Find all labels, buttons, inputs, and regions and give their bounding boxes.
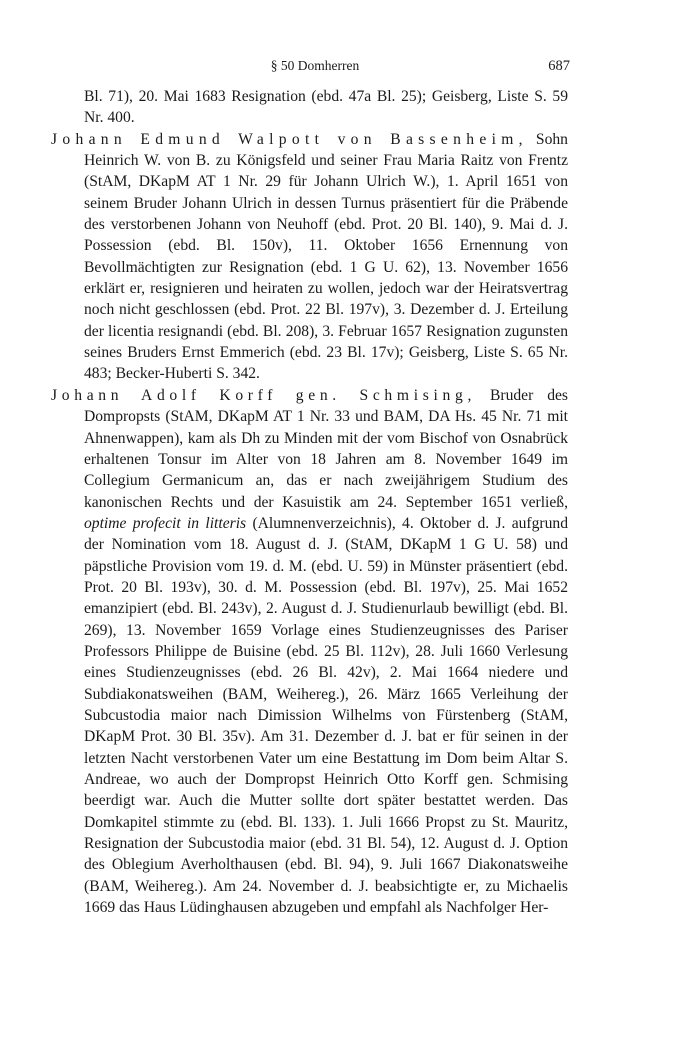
latin-phrase: optime profecit in litteris [84, 514, 247, 532]
section-title: § 50 Domherren [270, 58, 360, 73]
running-head [60, 58, 570, 78]
entry-text: Bruder des Dompropsts (StAM, DKapM AT 1 Nr. 33 und BAM, DA Hs. 45 Nr. 71 mit Ahnenwappen), kam als Dh zu Minden mit der vom Bischof von Osnabrück erhaltenen Tonsur im Alter von 18 Jahren am 8. November 1649 im Collegium Germanicum an, das er nach zweijährigem Studium des kanonischen Rechts und der Kasuistik am 24. September 1651 verließ, [84, 386, 568, 511]
entry-text: Bl. 71), 20. Mai 1683 Resignation (ebd. 47a Bl. 25); Geisberg, Liste S. 59 Nr. 400. [84, 88, 568, 127]
body-text [51, 86, 569, 918]
person-name: Johann Edmund Walpott von Bassenheim, [51, 130, 528, 148]
person-name: Johann Adolf Korff gen. Schmising, [51, 386, 477, 404]
page-number: 687 [548, 58, 570, 74]
entry-continuation [66, 86, 568, 129]
entry-text: Sohn Heinrich W. von B. zu Königsfeld und seiner Frau Maria Raitz von Frentz (StAM, DKapM AT 1 Nr. 29 für Johann Ulrich W.), 1. April 1651 von seinem Bruder Johann Ulrich in dessen Turnus präsentiert für die Präbende des verstorbenen Johann von Neuhoff (ebd. Prot. 20 Bl. 140), 9. Mai d. J. Possession (ebd. Bl. 150v), 11. Oktober 1656 Ernennung von Bevollmächtigten zur Resignation (ebd. 1 G U. 62), 13. November 1656 erklärt er, resignieren und heiraten zu wollen, jedoch war der Heiratsvertrag noch nicht geschlossen (ebd. Prot. 22 Bl. 197v), 3. Dezember d. J. Erteilung der licentia resignandi (ebd. Bl. 208), 3. Februar 1657 Resignation zugunsten seines Bruders Ernst Emmerich (ebd. 23 Bl. 17v); Geisberg, Liste S. 65 Nr. 483; Becker-Huberti S. 342. [84, 130, 568, 383]
entry-text: (Alumnenverzeichnis), 4. Oktober d. J. aufgrund der Nomination vom 18. August d. J. (StAM, DKapM 1 G U. 58) und päpstliche Provision vom 19. d. M. (ebd. U. 59) in Münster präsentiert (ebd. Prot. 20 Bl. 193v), 30. d. M. Possession (ebd. Bl. 197v), 25. Mai 1652 emanzipiert (ebd. Bl. 243v), 2. August d. J. Studienurlaub bewilligt (ebd. Bl. 269), 13. November 1659 Vorlage eines Studienzeugnisses des Pariser Professors Philippe de Buisine (ebd. 25 Bl. 112v), 28. Juli 1660 Verlesung eines Studienzeugnisses (ebd. 26 Bl. 42v), 2. Mai 1664 niedere und Subdiakonatsweihen (BAM, Weihereg.), 26. März 1665 Verleihung der Subcustodia maior nach Dimission Wilhelms von Fürstenberg (StAM, DKapM Prot. 30 Bl. 35v). Am 31. Dezember d. J. bat er für seinen in der letzten Nacht verstorbenen Vater um eine Bestattung im Dom beim Altar S. Andreae, wo auch der Dompropst Heinrich Otto Korff gen. Schmising beerdigt war. Auch die Mutter sollte dort später bestattet werden. Das Domkapitel stimmte zu (ebd. Bl. 133). 1. Juli 1666 Propst zu St. Mauritz, Resignation der Subcustodia maior (ebd. 31 Bl. 54), 12. August d. J. Option des Oblegium Averholthausen (ebd. Bl. 94), 9. Juli 1667 Diakonatsweihe (BAM, Weihereg.). Am 24. November d. J. beabsichtigte er, zu Michaelis 1669 das Haus Lüdinghausen abzugeben und empfahl als Nachfolger Her- [84, 514, 569, 917]
entry-korff-gen-schmising [51, 385, 569, 919]
entry-walpott-von-bassenheim [51, 129, 568, 385]
